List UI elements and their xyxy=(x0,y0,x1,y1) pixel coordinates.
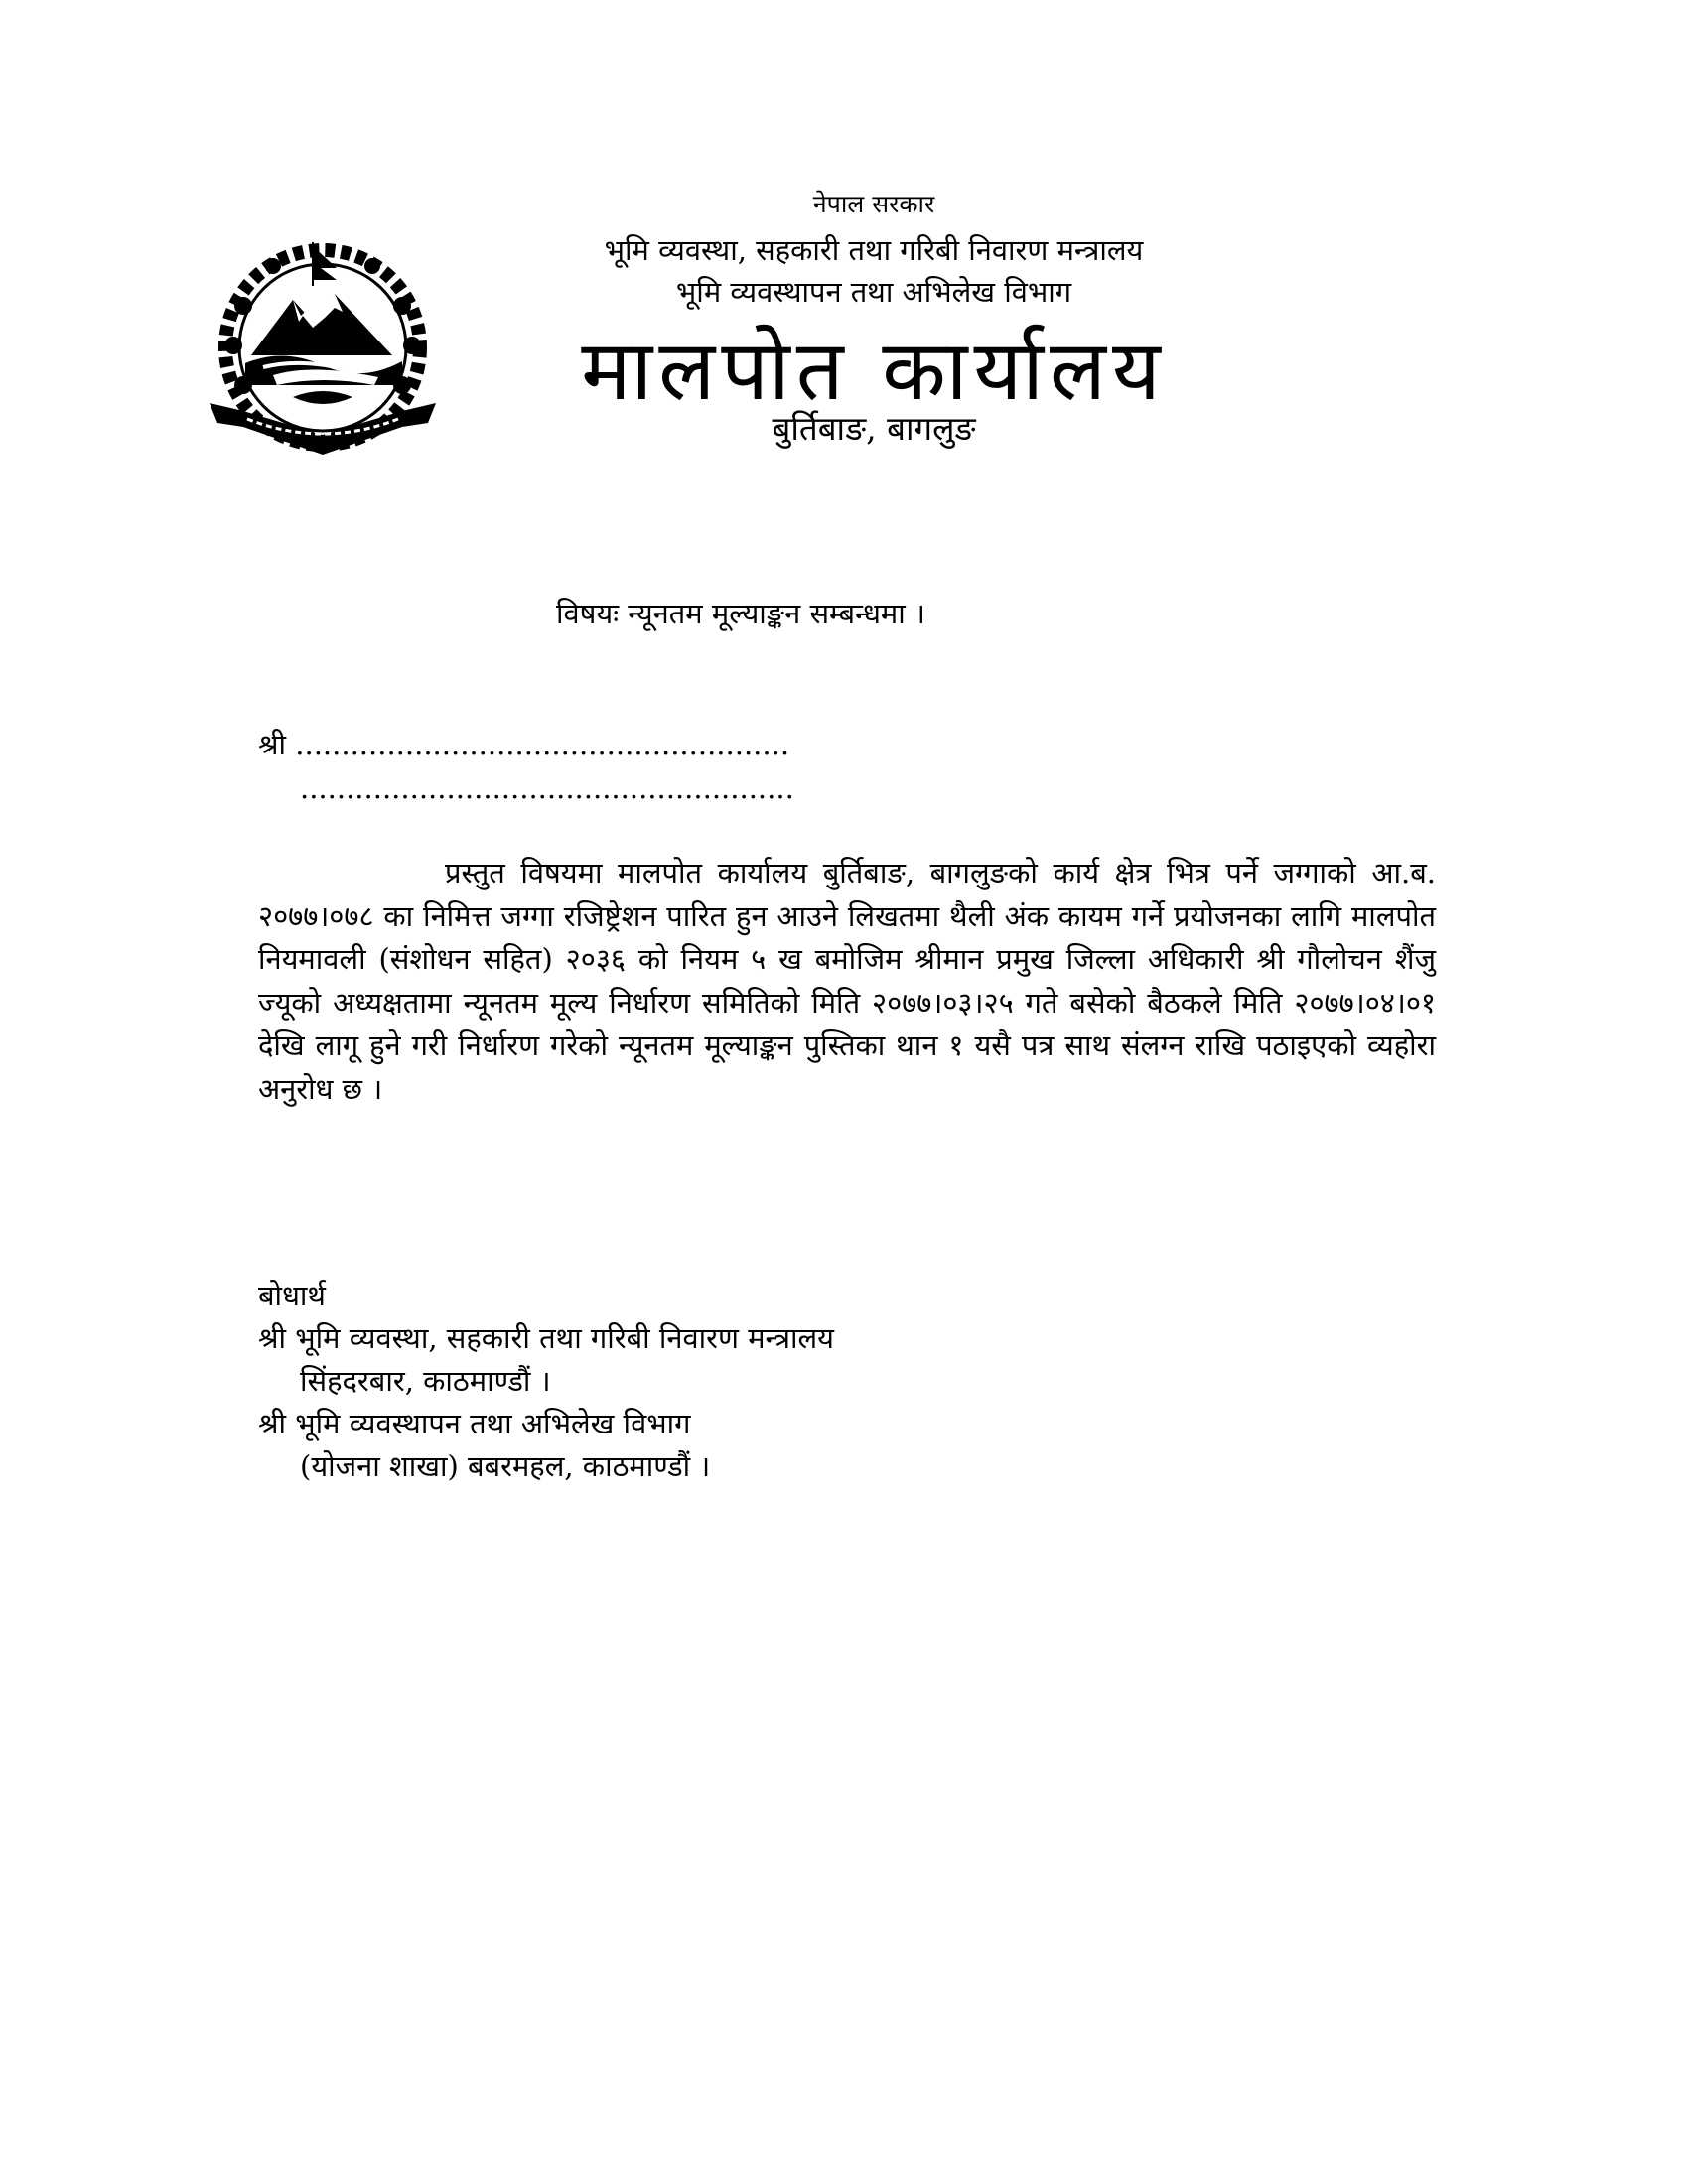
cc-recipient-2-location: (योजना शाखा) बबरमहल, काठमाण्डौं । xyxy=(300,1449,711,1483)
cc-recipient-1-location: सिंहदरबार, काठमाण्डौं । xyxy=(300,1364,551,1398)
cc-recipient-1-name: श्री भूमि व्यवस्था, सहकारी तथा गरिबी निवारण मन्त्रालय xyxy=(258,1321,834,1355)
office-address: बुर्तिबाङ, बागलुङ xyxy=(772,409,976,448)
addressee-line-2: ...................................................... xyxy=(300,771,794,805)
office-name: मालपोत कार्यालय xyxy=(581,322,1167,419)
subject-line: विषयः न्यूनतम मूल्याङ्कन सम्बन्धमा । xyxy=(556,597,925,630)
addressee-block xyxy=(258,723,794,810)
cc-heading: बोधार्थ xyxy=(258,1279,326,1312)
cc-recipient-2-name: श्री भूमि व्यवस्थापन तथा अभिलेख विभाग xyxy=(258,1407,691,1440)
cc-block xyxy=(258,1275,834,1488)
nepal-government-emblem-icon xyxy=(204,236,442,465)
ministry-name: भूमि व्यवस्था, सहकारी तथा गरिबी निवारण मन्त्रालय xyxy=(604,233,1144,267)
government-name: नेपाल सरकार xyxy=(812,190,935,218)
addressee-line-1: श्री ...................................................... xyxy=(258,728,790,761)
department-name: भूमि व्यवस्थापन तथा अभिलेख विभाग xyxy=(675,275,1072,309)
letter-body: प्रस्तुत विषयमा मालपोत कार्यालय बुर्तिबाङ, बागलुङको कार्य क्षेत्र भित्र पर्ने जग्गाको आ.ब. २०७७।०७८ का निमित्त जग्गा रजिष्ट्रेशन पारित हुन आउने लिखतमा थैली अंक कायम गर्ने प्रयोजनका लागि मालपोत नियमावली (संशोधन सहित) २०३६ को नियम ५ ख बमोजिम श्रीमान प्रमुख जिल्ला अधिकारी श्री गौलोचन शैंजु ज्यूको अध्यक्षतामा न्यूनतम मूल्य निर्धारण समितिको मिति २०७७।०३।२५ गते बसेको बैठकले मिति २०७७।०४।०१ देखि लागू हुने गरी निर्धारण गरेको न्यूनतम मूल्याङ्कन पुस्तिका थान १ यसै पत्र साथ संलग्न राखि पठाइएको व्यहोरा अनुरोध छ । xyxy=(258,856,1436,1106)
